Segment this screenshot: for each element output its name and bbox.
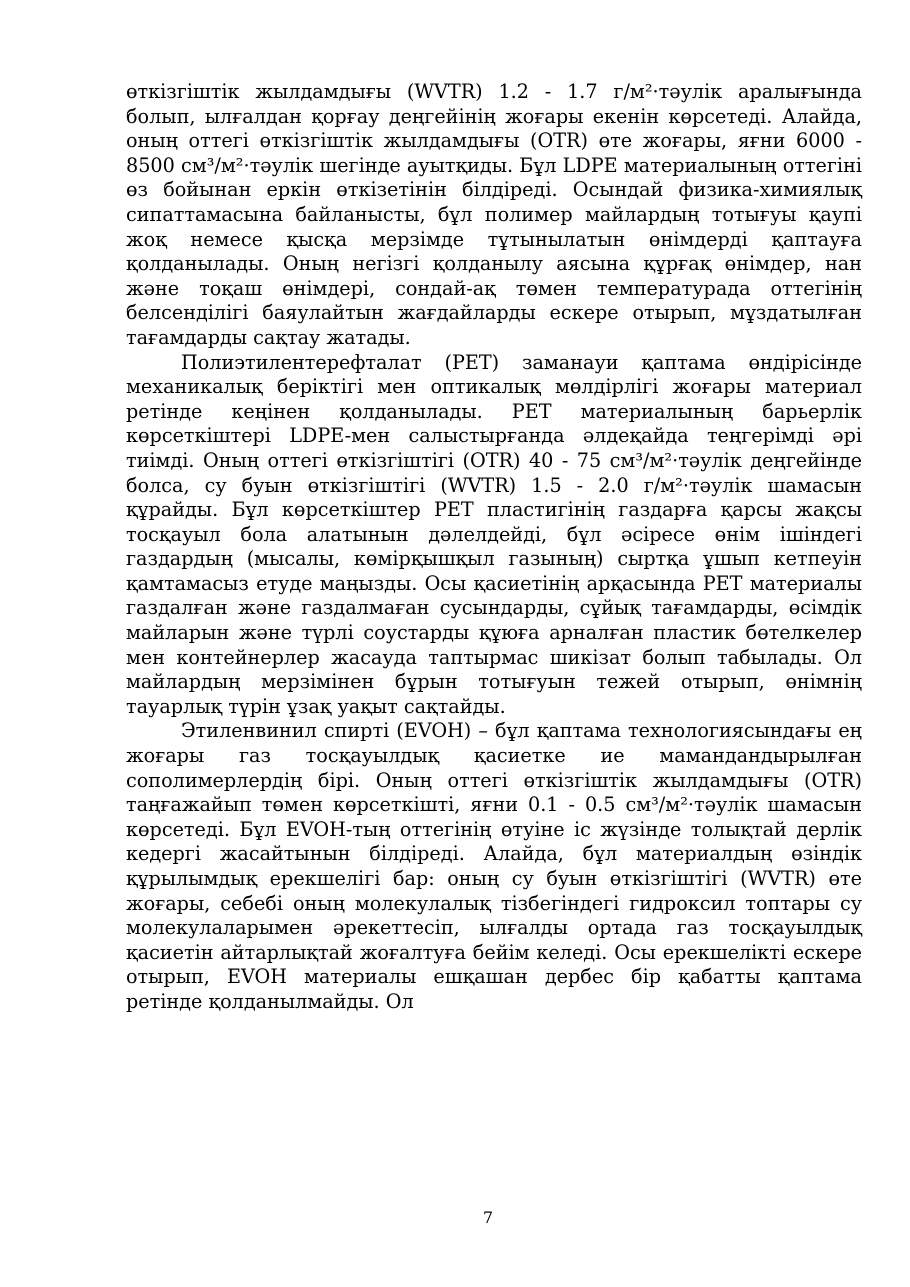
page-number: 7 <box>482 1208 494 1227</box>
body-text <box>126 80 862 1015</box>
paragraph-evoh: Этиленвинил спирті (EVOH) – бұл қаптама технологиясындағы ең жоғары газ тосқауылдық қасиетке ие мамандандырылған сополимерлердің бірі. Оның оттегі өткізгіштік жылдамдығы (OTR) таңғажайып төмен көрсеткішті, яғни 0.1 - 0.5 см³/м²·тәулік шамасын көрсетеді. Бұл EVOH-тың оттегінің өтуіне іс жүзінде толықтай дерлік кедергі жасайтынын білдіреді. Алайда, бұл материалдың өзіндік құрылымдық ерекшелігі бар: оның су буын өткізгіштігі (WVTR) өте жоғары, себебі оның молекулалық тізбегіндегі гидроксил топтары су молекулаларымен әрекеттесіп, ылғалды ортада газ тосқауылдық қасиетін айтарлықтай жоғалтуға бейім келеді. Осы ерекшелікті ескере отырып, EVOH материалы ешқашан дербес бір қабатты қаптама ретінде қолданылмайды. Ол <box>126 719 862 1013</box>
paragraph-pet: Полиэтилентерефталат (PET) заманауи қаптама өндірісінде механикалық беріктігі мен оптикалық мөлдірлігі жоғары материал ретінде кеңінен қолданылады. PET материалының барьерлік көрсеткіштері LDPE-мен салыстырғанда әлдеқайда теңгерімді әрі тиімді. Оның оттегі өткізгіштігі (OTR) 40 - 75 см³/м²·тәулік деңгейінде болса, су буын өткізгіштігі (WVTR) 1.5 - 2.0 г/м²·тәулік шамасын құрайды. Бұл көрсеткіштер PET пластигінің газдарға қарсы жақсы тосқауыл бола алатынын дәлелдейді, бұл әсіресе өнім ішіндегі газдардың (мысалы, көмірқышқыл газының) сыртқа ұшып кетпеуін қамтамасыз етуде маңызды. Осы қасиетінің арқасында PET материалы газдалған және газдалмаған сусындарды, сұйық тағамдарды, өсімдік майларын және түрлі соустарды құюға арналған пластик бөтелкелер мен контейнерлер жасауда таптырмас шикізат болып табылады. Ол майлардың мерзімінен бұрын тотығуын тежей отырып, өнімнің тауарлық түрін ұзақ уақыт сақтайды. <box>126 350 862 718</box>
paragraph-ldpe-continuation: өткізгіштік жылдамдығы (WVTR) 1.2 - 1.7 г/м²·тәулік аралығында болып, ылғалдан қорғау деңгейінің жоғары екенін көрсетеді. Алайда, оның оттегі өткізгіштік жылдамдығы (OTR) өте жоғары, яғни 6000 - 8500 см³/м²·тәулік шегінде ауытқиды. Бұл LDPE материалының оттегіні өз бойынан еркін өткізетінін білдіреді. Осындай физика-химиялық сипаттамасына байланысты, бұл полимер майлардың тотығуы қаупі жоқ немесе қысқа мерзімде тұтынылатын өнімдерді қаптауға қолданылады. Оның негізгі қолданылу аясына құрғақ өнімдер, нан және тоқаш өнімдері, сондай-ақ төмен температурада оттегінің белсенділігі баяулайтын жағдайларды ескере отырып, мұздатылған тағамдарды сақтау жатады. <box>126 80 862 349</box>
